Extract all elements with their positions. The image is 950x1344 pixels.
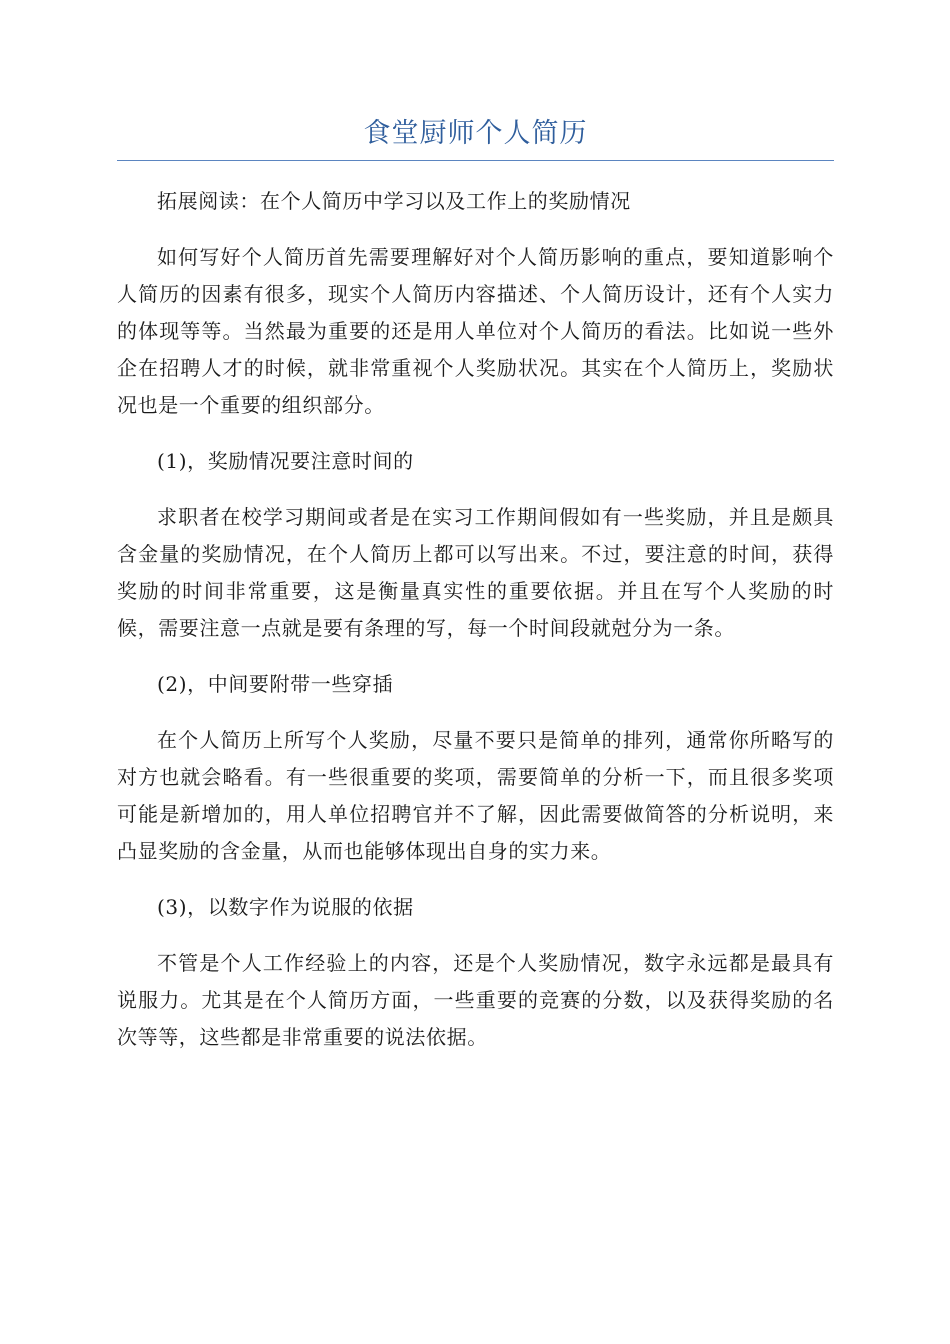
title-underline <box>117 160 834 161</box>
section-heading-3: (3)，以数字作为说服的依据 <box>157 895 414 919</box>
section-heading-1: (1)，奖励情况要注意时间的 <box>157 449 414 473</box>
paragraph-section-2: 在个人简历上所写个人奖励，尽量不要只是简单的排列，通常你所略写的对方也就会略看。有一些很重要的奖项，需要简单的分析一下，而且很多奖项可能是新增加的，用人单位招聘官并不了解，因此需要做简答的分析说明，来凸显奖励的含金量，从而也能够体现出自身的实力来。 <box>117 728 834 863</box>
document-page <box>117 100 834 1056</box>
paragraph-intro: 如何写好个人简历首先需要理解好对个人简历影响的重点，要知道影响个人简历的因素有很多，现实个人简历内容描述、个人简历设计，还有个人实力的体现等等。当然最为重要的还是用人单位对个人简历的看法。比如说一些外企在招聘人才的时候，就非常重视个人奖励状况。其实在个人简历上，奖励状况也是一个重要的组织部分。 <box>117 245 834 417</box>
document-title: 食堂厨师个人简历 <box>363 118 588 149</box>
paragraph-section-1: 求职者在校学习期间或者是在实习工作期间假如有一些奖励，并且是颇具含金量的奖励情况，在个人简历上都可以写出来。不过，要注意的时间，获得奖励的时间非常重要，这是衡量真实性的重要依据。并且在写个人奖励的时候，需要注意一点就是要有条理的写，每一个时间段就尅分为一条。 <box>117 505 834 640</box>
paragraph-section-3: 不管是个人工作经验上的内容，还是个人奖励情况，数字永远都是最具有说服力。尤其是在个人简历方面，一些重要的竞赛的分数，以及获得奖励的名次等等，这些都是非常重要的说法依据。 <box>117 951 834 1049</box>
paragraph-extended-reading: 拓展阅读：在个人简历中学习以及工作上的奖励情况 <box>157 189 631 213</box>
section-heading-2: (2)，中间要附带一些穿插 <box>157 672 394 696</box>
